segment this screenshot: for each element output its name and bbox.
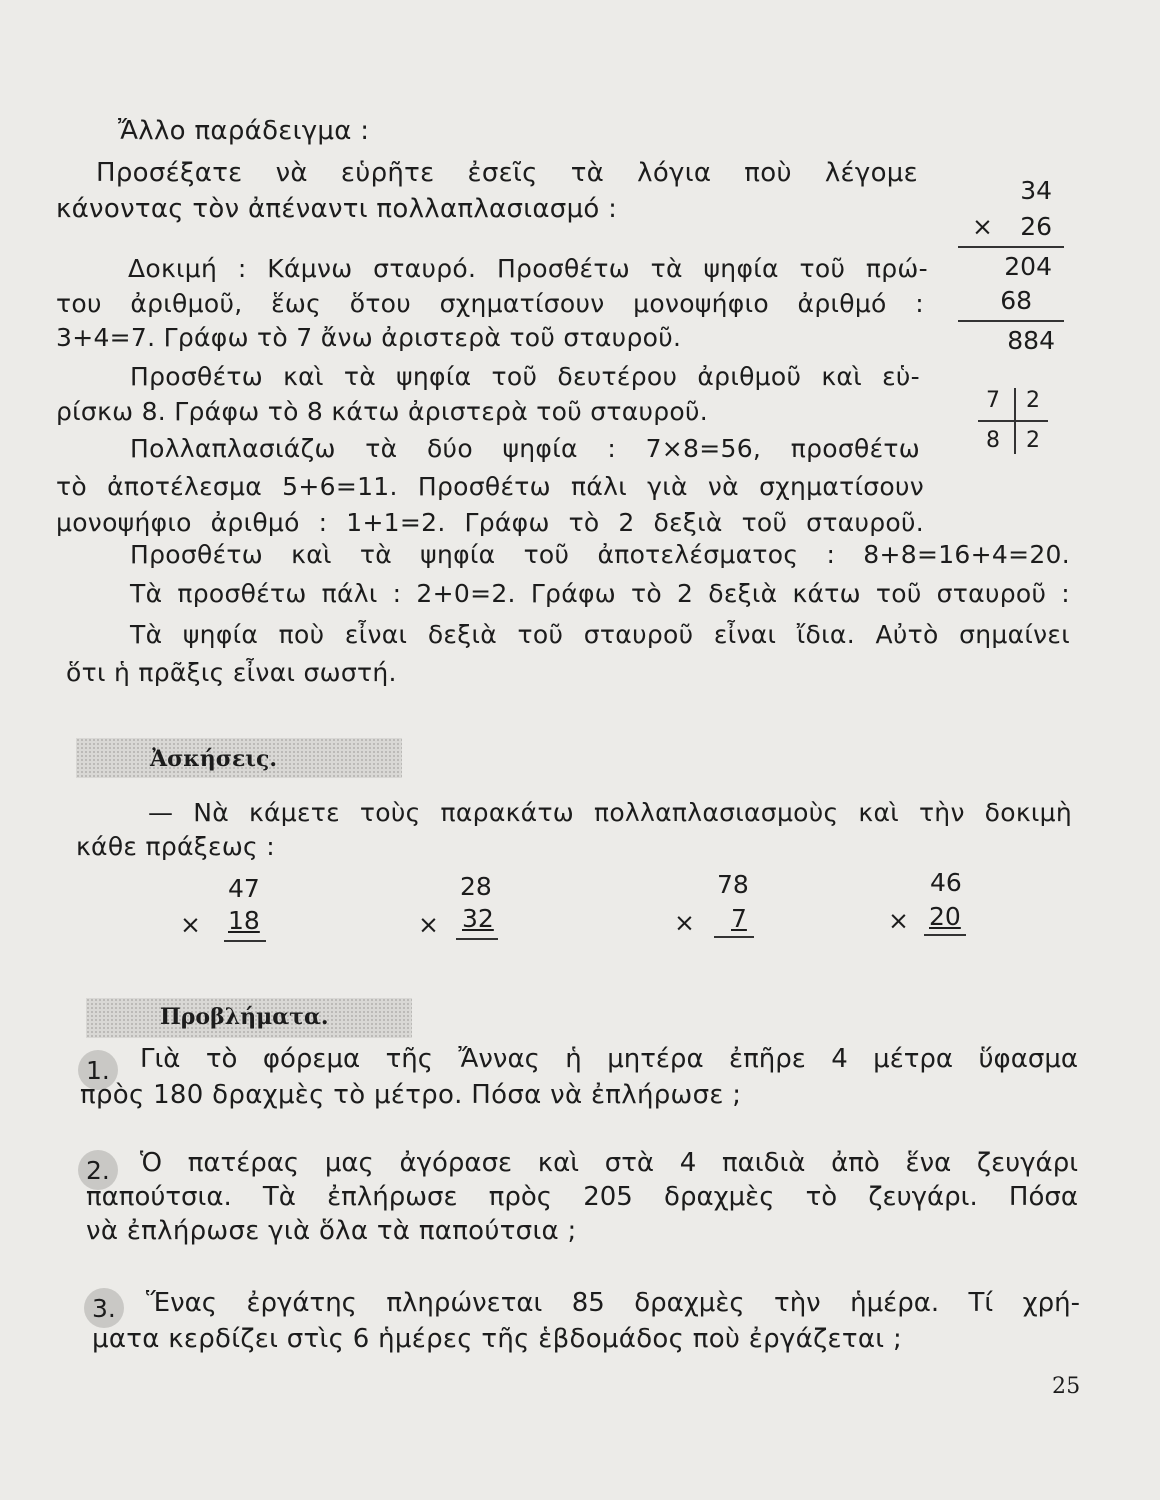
example-line: Δοκιμή : Κάμνω σταυρό. Προσθέτω τὰ ψηφία τοῦ πρώ- [128, 254, 928, 283]
example-line: κάνοντας τὸν ἀπέναντι πολλαπλασιασμό : [56, 194, 618, 224]
cross-bottom-right: 2 [1026, 428, 1041, 453]
problem-line: Ὁ πατέρας μας ἀγόρασε καὶ στὰ 4 παιδιὰ ἀπὸ ἕνα ζευγάρι [140, 1148, 1078, 1178]
multiply-sign: × [888, 906, 909, 935]
exercises-instruction: κάθε πράξεως : [76, 832, 275, 861]
exercise-multiplicand: 28 [460, 872, 492, 901]
problem-line: νὰ ἐπλήρωσε γιὰ ὅλα τὰ παπούτσια ; [86, 1216, 577, 1246]
example-line: ρίσκω 8. Γράφω τὸ 8 κάτω ἀριστερὰ τοῦ σταυροῦ. [56, 397, 709, 426]
multiply-sign: × [180, 910, 201, 939]
problems-heading: Προβλήματα. [160, 1004, 329, 1030]
exercise-rule [224, 940, 266, 942]
exercise-rule [714, 936, 754, 938]
product-result: 884 [1007, 326, 1055, 355]
exercise-multiplier: 32 [462, 904, 494, 933]
page-number: 25 [1052, 1374, 1081, 1399]
cross-top-left: 7 [986, 388, 1001, 413]
example-line: 3+4=7. Γράφω τὸ 7 ἄνω ἀριστερὰ τοῦ σταυροῦ. [56, 323, 682, 352]
cross-bottom-left: 8 [986, 428, 1001, 453]
example-line: Τὰ προσθέτω πάλι : 2+0=2. Γράφω τὸ 2 δεξιὰ κάτω τοῦ σταυροῦ : [130, 579, 1070, 608]
cross-top-right: 2 [1026, 388, 1041, 413]
problem-line: παπούτσια. Τὰ ἐπλήρωσε πρὸς 205 δραχμὲς τὸ ζευγάρι. Πόσα [86, 1182, 1078, 1212]
problem-line: πρὸς 180 δραχμὲς τὸ μέτρο. Πόσα νὰ ἐπλήρωσε ; [80, 1080, 742, 1110]
multiply-sign: × [972, 212, 994, 241]
exercises-heading: Ἀσκήσεις. [150, 746, 278, 772]
exercise-multiplicand: 46 [930, 868, 962, 897]
problem-number: 2. [86, 1156, 110, 1185]
exercise-multiplier: 7 [731, 904, 747, 933]
cross-horizontal-line [978, 420, 1048, 422]
exercise-multiplier: 18 [228, 906, 260, 935]
exercises-instruction: — Νὰ κάμετε τοὺς παρακάτω πολλαπλασιασμοὺς καὶ τὴν δοκιμὴ [148, 798, 1072, 827]
exercise-multiplier: 20 [929, 902, 961, 931]
example-line: Τὰ ψηφία ποὺ εἶναι δεξιὰ τοῦ σταυροῦ εἶναι ἴδια. Αὐτὸ σημαίνει [130, 620, 1070, 649]
multiplication-rule [958, 320, 1064, 322]
problem-line: Ἕνας ἐργάτης πληρώνεται 85 δραχμὲς τὴν ἡμέρα. Τί χρή- [146, 1288, 1080, 1318]
multiply-sign: × [418, 910, 439, 939]
problem-line: ματα κερδίζει στὶς 6 ἡμέρες τῆς ἑβδομάδος ποὺ ἐργάζεται ; [92, 1324, 902, 1354]
multiplier: 26 [1020, 212, 1052, 241]
multiplicand: 34 [1020, 176, 1052, 205]
example-line: Πολλαπλασιάζω τὰ δύο ψηφία : 7×8=56, προσθέτω [130, 434, 920, 463]
multiplication-rule [958, 246, 1064, 248]
multiply-sign: × [674, 908, 695, 937]
example-title: Ἄλλο παράδειγμα : [118, 116, 370, 146]
partial-product-1: 204 [1004, 252, 1052, 281]
exercise-multiplicand: 47 [228, 874, 260, 903]
example-line: Προσθέτω καὶ τὰ ψηφία τοῦ δευτέρου ἀριθμοῦ καὶ εὑ- [130, 362, 920, 391]
example-line: μονοψήφιο ἀριθμό : 1+1=2. Γράφω τὸ 2 δεξιὰ τοῦ σταυροῦ. [56, 508, 924, 537]
example-line: Προσθέτω καὶ τὰ ψηφία τοῦ ἀποτελέσματος : 8+8=16+4=20. [130, 540, 1070, 569]
example-line: τὸ ἀποτέλεσμα 5+6=11. Προσθέτω πάλι γιὰ νὰ σχηματίσουν [56, 472, 924, 501]
example-line: Προσέξατε νὰ εὑρῆτε ἐσεῖς τὰ λόγια ποὺ λέγομε [96, 158, 918, 188]
exercise-rule [456, 938, 498, 940]
partial-product-2: 68 [1000, 286, 1032, 315]
example-line: του ἀριθμοῦ, ἕως ὅτου σχηματίσουν μονοψήφιο ἀριθμό : [56, 289, 924, 318]
example-line: ὅτι ἡ πρᾶξις εἶναι σωστή. [66, 658, 397, 687]
exercise-multiplicand: 78 [717, 870, 749, 899]
problem-number: 3. [92, 1294, 116, 1323]
problem-line: Γιὰ τὸ φόρεμα τῆς Ἄννας ἡ μητέρα ἐπῆρε 4 μέτρα ὕφασμα [140, 1044, 1078, 1074]
problem-number: 1. [86, 1056, 110, 1085]
exercise-rule [924, 934, 966, 936]
